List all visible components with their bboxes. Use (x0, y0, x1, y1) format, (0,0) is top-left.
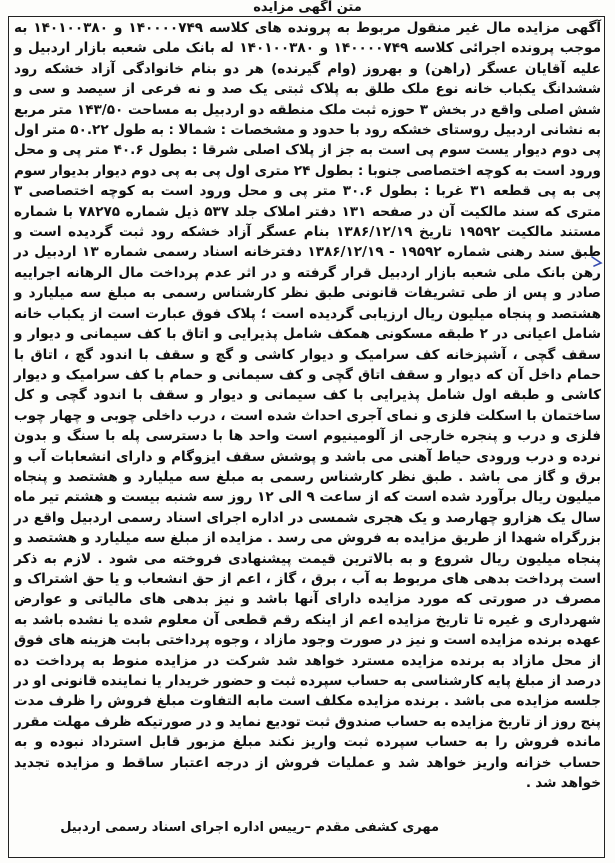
notice-body: آگهی مزایده مال غیر منقول مربوط به پرونده های کلاسه ۱۴۰۰۰۰۷۴۹ و ۱۴۰۱۰۰۳۸۰ به موجب پرونده اجرائی کلاسه ۱۴۰۰۰۰۷۴۹ و ۱۴۰۱۰۰۳۸۰ له بانک ملی شعبه بازار اردبیل و علیه آقایان عسگر (راهن) و بهروز (وام گیرنده) هر دو بنام خانوادگی آزاد خشکه رود ششدانگ یکباب خانه نوع ملک طلق به پلاک ثبتی یک صد و نه فرعی از سیصد و سی و شش اصلی واقع در بخش ۳ حوزه ثبت ملک منطقه دو اردبیل به مساحت ۱۴۳/۵۰ متر مربع به نشانی اردبیل روستای خشکه رود با حدود و مشخصات : شمالا : به طول ۵۰.۲۲ متر اول پی دوم دیوار یست سوم پی است به جز از پلاک اصلی شرقا : بطول ۴۰.۶ متر پی و محل ورود است به کوچه اختصاصی جنوبا : بطول ۲۴ متری اول پی به پی دوم دیوار بدیوار سوم پی به پی قطعه ۳۱ غربا : بطول ۳۰.۶ متر پی و محل ورود است به کوچه اختصاصی ۳ متری که سند مالکیت آن در صفحه ۱۳۱ دفتر املاک جلد ۵۳۷ ذیل شماره ۷۸۲۷۵ با شماره مستند مالکیت ۱۹۵۹۲ تاریخ ۱۳۸۶/۱۲/۱۹ بنام عسگر آزاد خشکه رود ثبت گردیده است و طبق سند رهنی شماره ۱۹۵۹۲ - ۱۳۸۶/۱۲/۱۹ دفترخانه اسناد رسمی شماره ۱۳ اردبیل در رهن بانک ملی شعبه بازار اردبیل قرار گرفته و در اثر عدم پرداخت مال الرهانه اجراییه صادر و پس از طی تشریفات قانونی طبق نظر کارشناس رسمی به مبلغ سه میلیارد و هشتصد و پنجاه میلیون ریال ارزیابی گردیده است ؛ پلاک فوق عبارت است از یکباب خانه شامل اعیانی در ۲ طبقه مسکونی همکف شامل پذیرایی و اتاق با کف سیمانی و دیوار و سقف گچی ، آشپزخانه کف سرامیک و دیوار کاشی و گچ و سقف با اندود گچ ، اتاق با حمام داخل آن که دیوار و سقف اتاق گچی و کف سیمانی و حمام با کف سرامیک و دیوار کاشی و طبقه اول شامل پذیرایی با کف سیمانی و دیوار و سقف با اندود گچی و کل ساختمان با اسکلت فلزی و نمای آجری احداث شده است ، درب داخلی چوبی و چهار چوب فلزی و درب و پنجره خارجی از آلومینیوم است واحد ها با دسترسی پله با سنگ و بدون نرده و درب ورودی حیاط آهنی می باشد و پوشش سقف ایزوگام و دارای انشعابات آب و برق و گاز می باشد . طبق نظر کارشناس رسمی به مبلغ سه میلیارد و هشتصد و پنجاه میلیون ریال برآورد شده است که از ساعت ۹ الی ۱۲ روز سه شنبه بیست و هشتم تیر ماه سال یک هزارو چهارصد و یک هجری شمسی در اداره اجرای اسناد رسمی اردبیل واقع در بزرگراه شهدا از طریق مزایده به فروش می رسد . مزایده از مبلغ سه میلیارد و هشتصد و پنجاه میلیون ریال شروع و به بالاترین قیمت پیشنهادی فروخته می شود . لازم به ذکر است پرداخت بدهی های مربوط به آب ، برق ، گاز ، اعم از حق انشعاب و یا حق اشتراک و مصرف در صورتی که مورد مزایده دارای آنها باشد و نیز بدهی های مالیاتی و عوارض شهرداری و غیره تا تاریخ مزایده اعم از اینکه رقم قطعی آن معلوم شده یا نشده باشد به عهده برنده مزایده است و نیز در صورت وجود مازاد ، وجوه پرداختی بابت هزینه های فوق از محل مازاد به برنده مزایده مسترد خواهد شد شرکت در مزایده منوط به پرداخت ده درصد از مبلغ پایه کارشناسی به حساب سپرده ثبت و حضور خریدار یا نماینده قانونی او در جلسه مزایده می باشد . برنده مزایده مکلف است مابه التفاوت مبلغ فروش را ظرف مدت پنج روز از تاریخ مزایده به حساب صندوق ثبت تودیع نماید و در صورتیکه ظرف مهلت مقرر مانده فروش را به حساب سپرده ثبت واریز نکند مبلغ مزبور قابل استرداد نبوده و به حساب خزانه واریز خواهد شد و عملیات فروش از درجه اعتبار ساقط و مزایده تجدید خواهد شد . (14, 20, 602, 792)
pen-mark-icon (590, 254, 604, 268)
notice-signature: مهری کشفی مقدم –رییس اداره اجرای اسناد رسمی اردبیل (60, 820, 439, 835)
notice-title: متن آگهی مزایده (253, 0, 362, 15)
